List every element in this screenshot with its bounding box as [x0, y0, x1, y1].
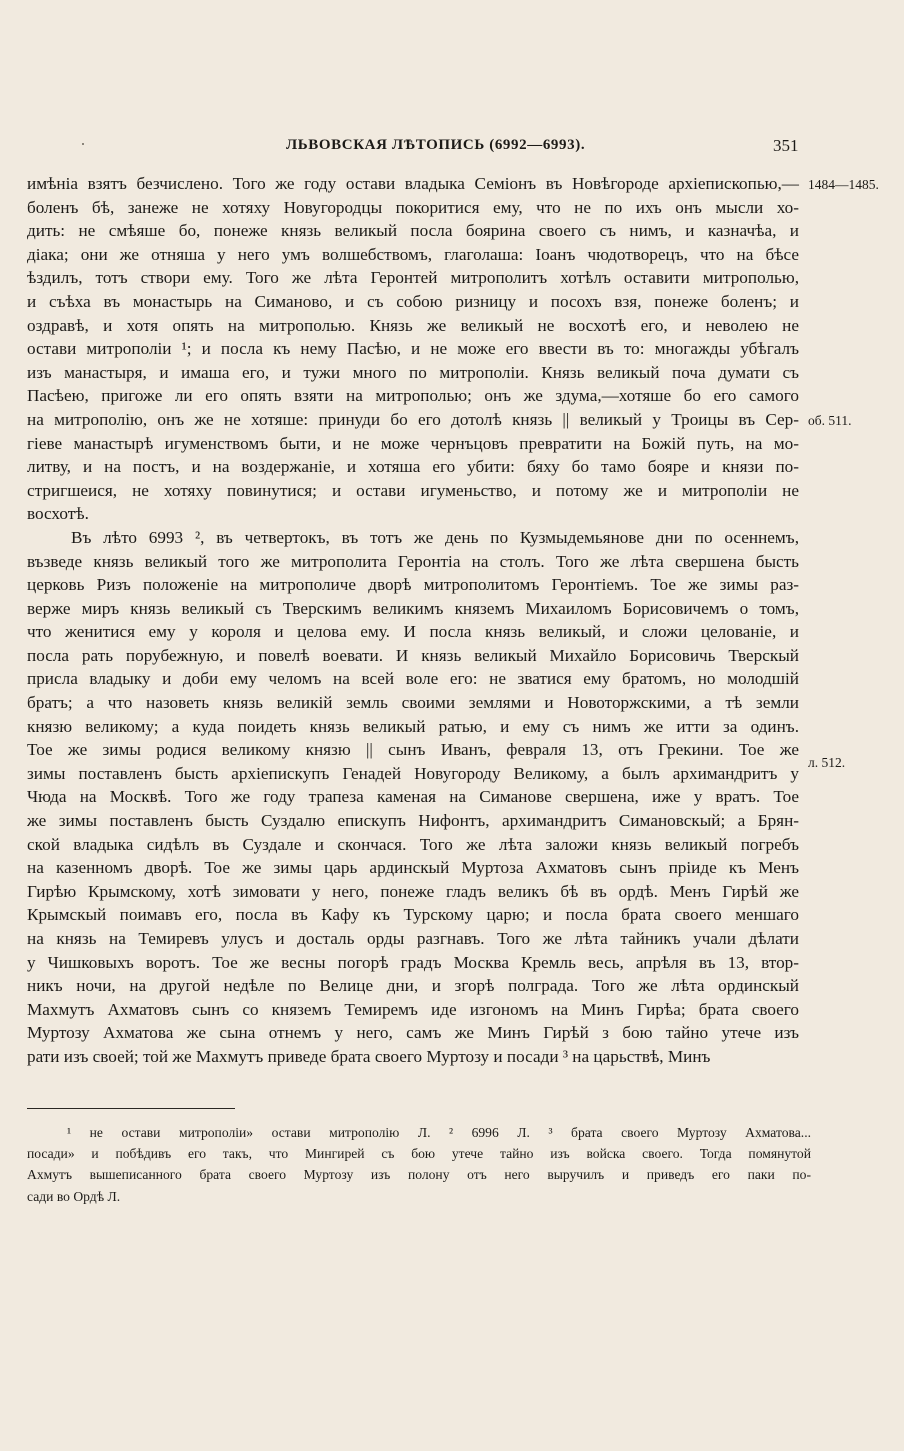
running-header: [0, 137, 904, 161]
text-line: оздравѣ, и хотя опять на митрополью. Князь же великый не восхотѣ его, и неволею не: [27, 315, 799, 335]
text-line: ской владыка сидѣлъ въ Суздале и скончася. Того же лѣта заложи князь великый погребъ: [27, 834, 799, 854]
margin-note-years: 1484—1485.: [808, 177, 879, 192]
text-line: братъ; а что назоветь князь великiй земль своими землями и Новоторжскими, а тѣ земли: [27, 693, 799, 713]
footnotes: [27, 1122, 811, 1207]
text-line: Чюда на Москвѣ. Того же году трапеза каменая на Симанове свершена, иже у вратъ. Тое: [27, 787, 799, 807]
text-line: гiеве манастырѣ игуменствомъ быти, и не може чернъцовъ превратити на Божiй путь, на мо-: [27, 433, 799, 453]
text-line: изъ манастыря, и имаша его, и тужи много по митрополiи. Князь великый поча думати съ: [27, 362, 799, 382]
text-line: князю великому; а куда поидеть князь великый ратью, и ему съ нимъ же итти за одинъ.: [27, 716, 799, 736]
text-line: на казенномъ дворѣ. Тое же зимы царь ардинскый Муртоза Ахматовъ сынъ прiиде къ Менъ: [27, 858, 799, 878]
text-line: на князь на Темиревъ улусъ и досталь орды разгнавъ. Того же лѣта тайникъ учали дѣлати: [27, 929, 799, 948]
text-line: же зимы поставленъ бысть Суздалю епискупъ Нифонтъ, архимандритъ Симановскый; а Брян-: [27, 811, 799, 831]
text-line: церковь Ризъ положенiе на митрополиче дворѣ митрополитомъ Геронтiемъ. Тое же зимы раз-: [27, 575, 799, 595]
text-line: ѣздилъ, тотъ створи ему. Того же лѣта Геронтей митрополитъ хотѣлъ оставити митрополью,: [27, 268, 799, 288]
text-line: и съѣха въ монастырь на Симаново, и съ собою ризницу и посохъ взя, понеже боленъ; и: [27, 291, 799, 311]
footnote-line: сади во Ордѣ Л.: [27, 1188, 121, 1204]
margin-note-folio-511: об. 511.: [808, 413, 852, 428]
main-text: [27, 172, 799, 1069]
footnote-line: ¹ не остави митрополiи» остави митрополiю Л. ² 6996 Л. ³ брата своего Муртозу Ахматова...: [67, 1125, 811, 1140]
text-line: рати изъ своей; той же Махмутъ приведе брата своего Муртозу и посади ³ на царьствѣ, Минъ: [27, 1046, 711, 1066]
text-line: присла владыку и доби ему челомъ на всей воле его: не зватися ему братомъ, но молодшiй: [27, 669, 799, 689]
running-title: ЛЬВОВСКАЯ ЛѢТОПИСЬ (6992—6993).: [286, 137, 586, 153]
footnote-line: Ахмутъ вышеписанного брата своего Муртозу изъ полону отъ него выручилъ и приведъ его паки по-: [27, 1167, 811, 1183]
text-line: на митрополiю, онъ же не хотяше: принуди бо его дотолѣ князь || великый у Троицы въ Сер-: [27, 409, 799, 429]
text-line: никъ ночи, на другой недѣле по Велице дни, и згорѣ полграда. Того же лѣта ординскый: [27, 976, 799, 996]
page-number: 351: [773, 136, 799, 155]
text-line: дить: не смѣяше бо, понеже князь великый посла боярина своего съ нимъ, и казначѣа, и: [27, 221, 799, 241]
margin-note-leaf-512: л. 512.: [808, 755, 846, 770]
text-line: литву, и на постъ, и на воздержанiе, и хотяша его убити: бяху бо тамо бояре и князи по-: [27, 457, 799, 477]
text-line: верже миръ князь великый съ Тверскимъ великимъ княземъ Михаиломъ Борисовичемъ о томъ,: [27, 598, 799, 618]
text-line: Муртозу Ахматова же сына отнемъ у него, самъ же Минъ Гирѣй з бою тайно утече изъ: [27, 1023, 799, 1043]
text-line: дiака; они же отняша у него умъ волшебствомъ, глаголаша: Iоанъ чюдотворецъ, что на бѣсе: [27, 244, 799, 264]
text-line: Пасѣею, пригоже ли его опять взяти на митрополью; онъ же здума,—хотяше бо его самого: [27, 386, 799, 406]
text-line: боленъ бѣ, занеже не хотяху Новугородцы покоритися ему, что не по ихъ онъ мысли хо-: [27, 197, 799, 217]
text-line: посла рать порубежную, и повелѣ воевати. И князь великый Михайло Борисовичь Тверскый: [27, 645, 799, 665]
text-line: Въ лѣто 6993 ², въ четвертокъ, въ тотъ же день по Кузмыдемьянове дни по осеннемъ,: [71, 527, 799, 547]
text-line: стригшеися, не хотяху повинутися; и остави игуменьство, и потому же и митрополiи не: [27, 480, 799, 500]
text-line: Гирѣю Крымскому, хотѣ зимовати у него, понеже гладъ великъ бѣ въ ордѣ. Менъ Гирѣй же: [27, 881, 799, 901]
text-line: у Чишковыхъ воротъ. Тое же весны погорѣ градъ Москва Кремль весь, апрѣля въ 13, втор-: [27, 952, 799, 972]
text-line: Тое же зимы родися великому князю || сынъ Иванъ, февраля 13, отъ Грекини. Тое же: [27, 740, 799, 760]
text-line: восхотѣ.: [27, 504, 89, 524]
text-line: Крымскый поимавъ его, посла въ Кафу къ Турскому царю; и посла брата своего меншаго: [27, 905, 799, 925]
footnote-line: посади» и побѣдивъ его такъ, что Мингирей съ бою утече тайно изъ войска своего. Тогда помянутой: [27, 1146, 811, 1162]
text-line: зимы поставленъ бысть архiепискупъ Генадей Новугороду Великому, а былъ архимандритъ у: [27, 763, 799, 783]
text-line: Махмутъ Ахматовъ сынъ со княземъ Темиремъ иде изгономъ на Минъ Гирѣа; брата своего: [27, 999, 799, 1019]
text-line: възведе князь великый того же митрополита Геронтiа на столъ. Того же лѣта свершена бысть: [27, 551, 799, 571]
text-line: имѣнiа взятъ безчислено. Того же году остави владыка Семiонъ въ Новѣгороде архiепископью,—: [27, 174, 799, 193]
text-line: остави митрополiи ¹; и посла къ нему Пасѣю, и не може его ввести въ то: многажды убѣгалъ: [27, 339, 799, 359]
footnote-separator: [27, 1108, 235, 1109]
text-line: что женитися ему у короля и целова ему. И посла князь великый, и сложи целованiе, и: [27, 622, 799, 642]
